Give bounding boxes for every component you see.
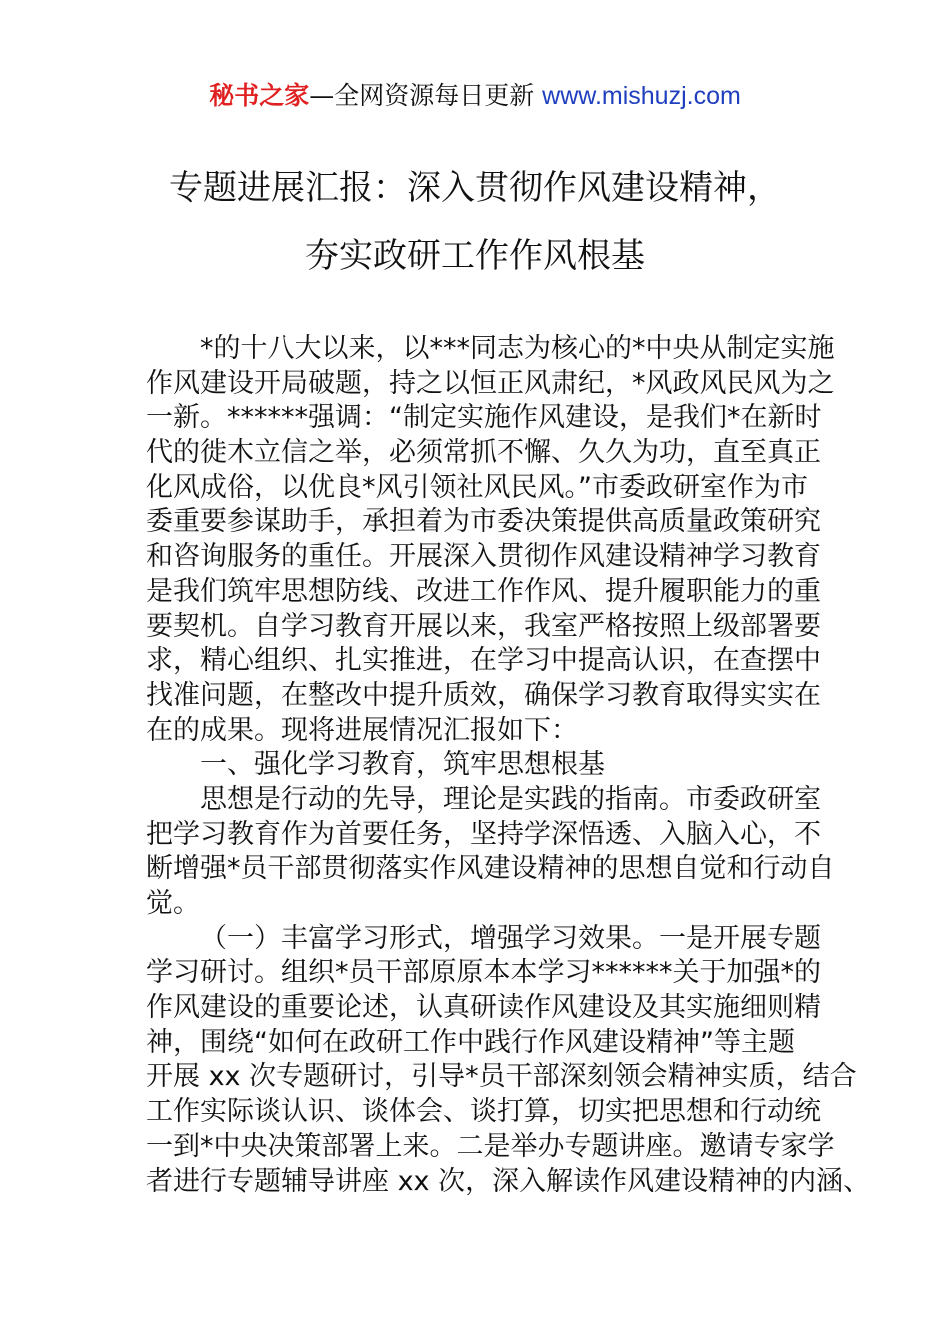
body-line: 思想是行动的先导，理论是实践的指南。市委政研室	[200, 783, 821, 815]
body-line: （一）丰富学习形式，增强学习效果。一是开展专题	[200, 922, 821, 954]
body-line: 者进行专题辅导讲座 xx 次，深入解读作风建设精神的内涵、	[146, 1165, 871, 1197]
body-line: 把学习教育作为首要任务，坚持学深悟透、入脑入心，不	[146, 818, 821, 850]
body-line: 工作实际谈认识、谈体会、谈打算，切实把思想和行动统	[146, 1096, 821, 1128]
body-line: 一到*中央决策部署上来。二是举办专题讲座。邀请专家学	[146, 1130, 835, 1162]
body-line: 找准问题，在整改中提升质效，确保学习教育取得实实在	[146, 679, 821, 711]
site-brand: 秘书之家	[209, 81, 310, 110]
body-line: 在的成果。现将进展情况汇报如下：	[146, 714, 578, 746]
body-line: 和咨询服务的重任。开展深入贯彻作风建设精神学习教育	[146, 541, 821, 573]
body-line: 代的徙木立信之举，必须常抓不懈、久久为功，直至真正	[146, 437, 821, 469]
title-line-2: 夯实政研工作作风根基	[305, 236, 645, 276]
body-line: 化风成俗，以优良*风引领社风民风。”市委政研室作为市	[146, 471, 808, 503]
body-line: 学习研讨。组织*员干部原原本本学习******关于加强*的	[146, 957, 821, 989]
document-title	[0, 154, 950, 290]
body-line: 开展 xx 次专题研讨，引导*员干部深刻领会精神实质，结合	[146, 1061, 857, 1093]
body-line: 断增强*员干部贯彻落实作风建设精神的思想自觉和行动自	[146, 853, 835, 885]
body-line: 觉。	[146, 888, 200, 919]
document-body	[146, 332, 871, 1199]
section-heading-1: 一、强化学习教育，筑牢思想根基	[200, 749, 605, 781]
body-line: 是我们筑牢思想防线、改进工作作风、提升履职能力的重	[146, 575, 821, 607]
body-line: *的十八大以来，以***同志为核心的*中央从制定实施	[200, 333, 835, 364]
body-line: 作风建设的重要论述，认真研读作风建设及其实施细则精	[146, 992, 821, 1024]
body-line: 一新。******强调：“制定实施作风建设，是我们*在新时	[146, 402, 822, 434]
body-line: 神，围绕“如何在政研工作中践行作风建设精神”等主题	[146, 1026, 795, 1058]
site-header	[0, 78, 950, 114]
body-line: 作风建设开局破题，持之以恒正风肃纪，*风政风民风为之	[146, 367, 835, 399]
site-tagline: —全网资源每日更新	[309, 81, 543, 110]
body-line: 求，精心组织、扎实推进，在学习中提高认识，在查摆中	[146, 645, 821, 677]
body-line: 要契机。自学习教育开展以来，我室严格按照上级部署要	[146, 610, 821, 642]
site-url-link[interactable]: www.mishuzj.com	[542, 82, 741, 110]
body-line: 委重要参谋助手，承担着为市委决策提供高质量政策研究	[146, 506, 821, 538]
title-line-1: 专题进展汇报：深入贯彻作风建设精神，	[169, 168, 781, 208]
